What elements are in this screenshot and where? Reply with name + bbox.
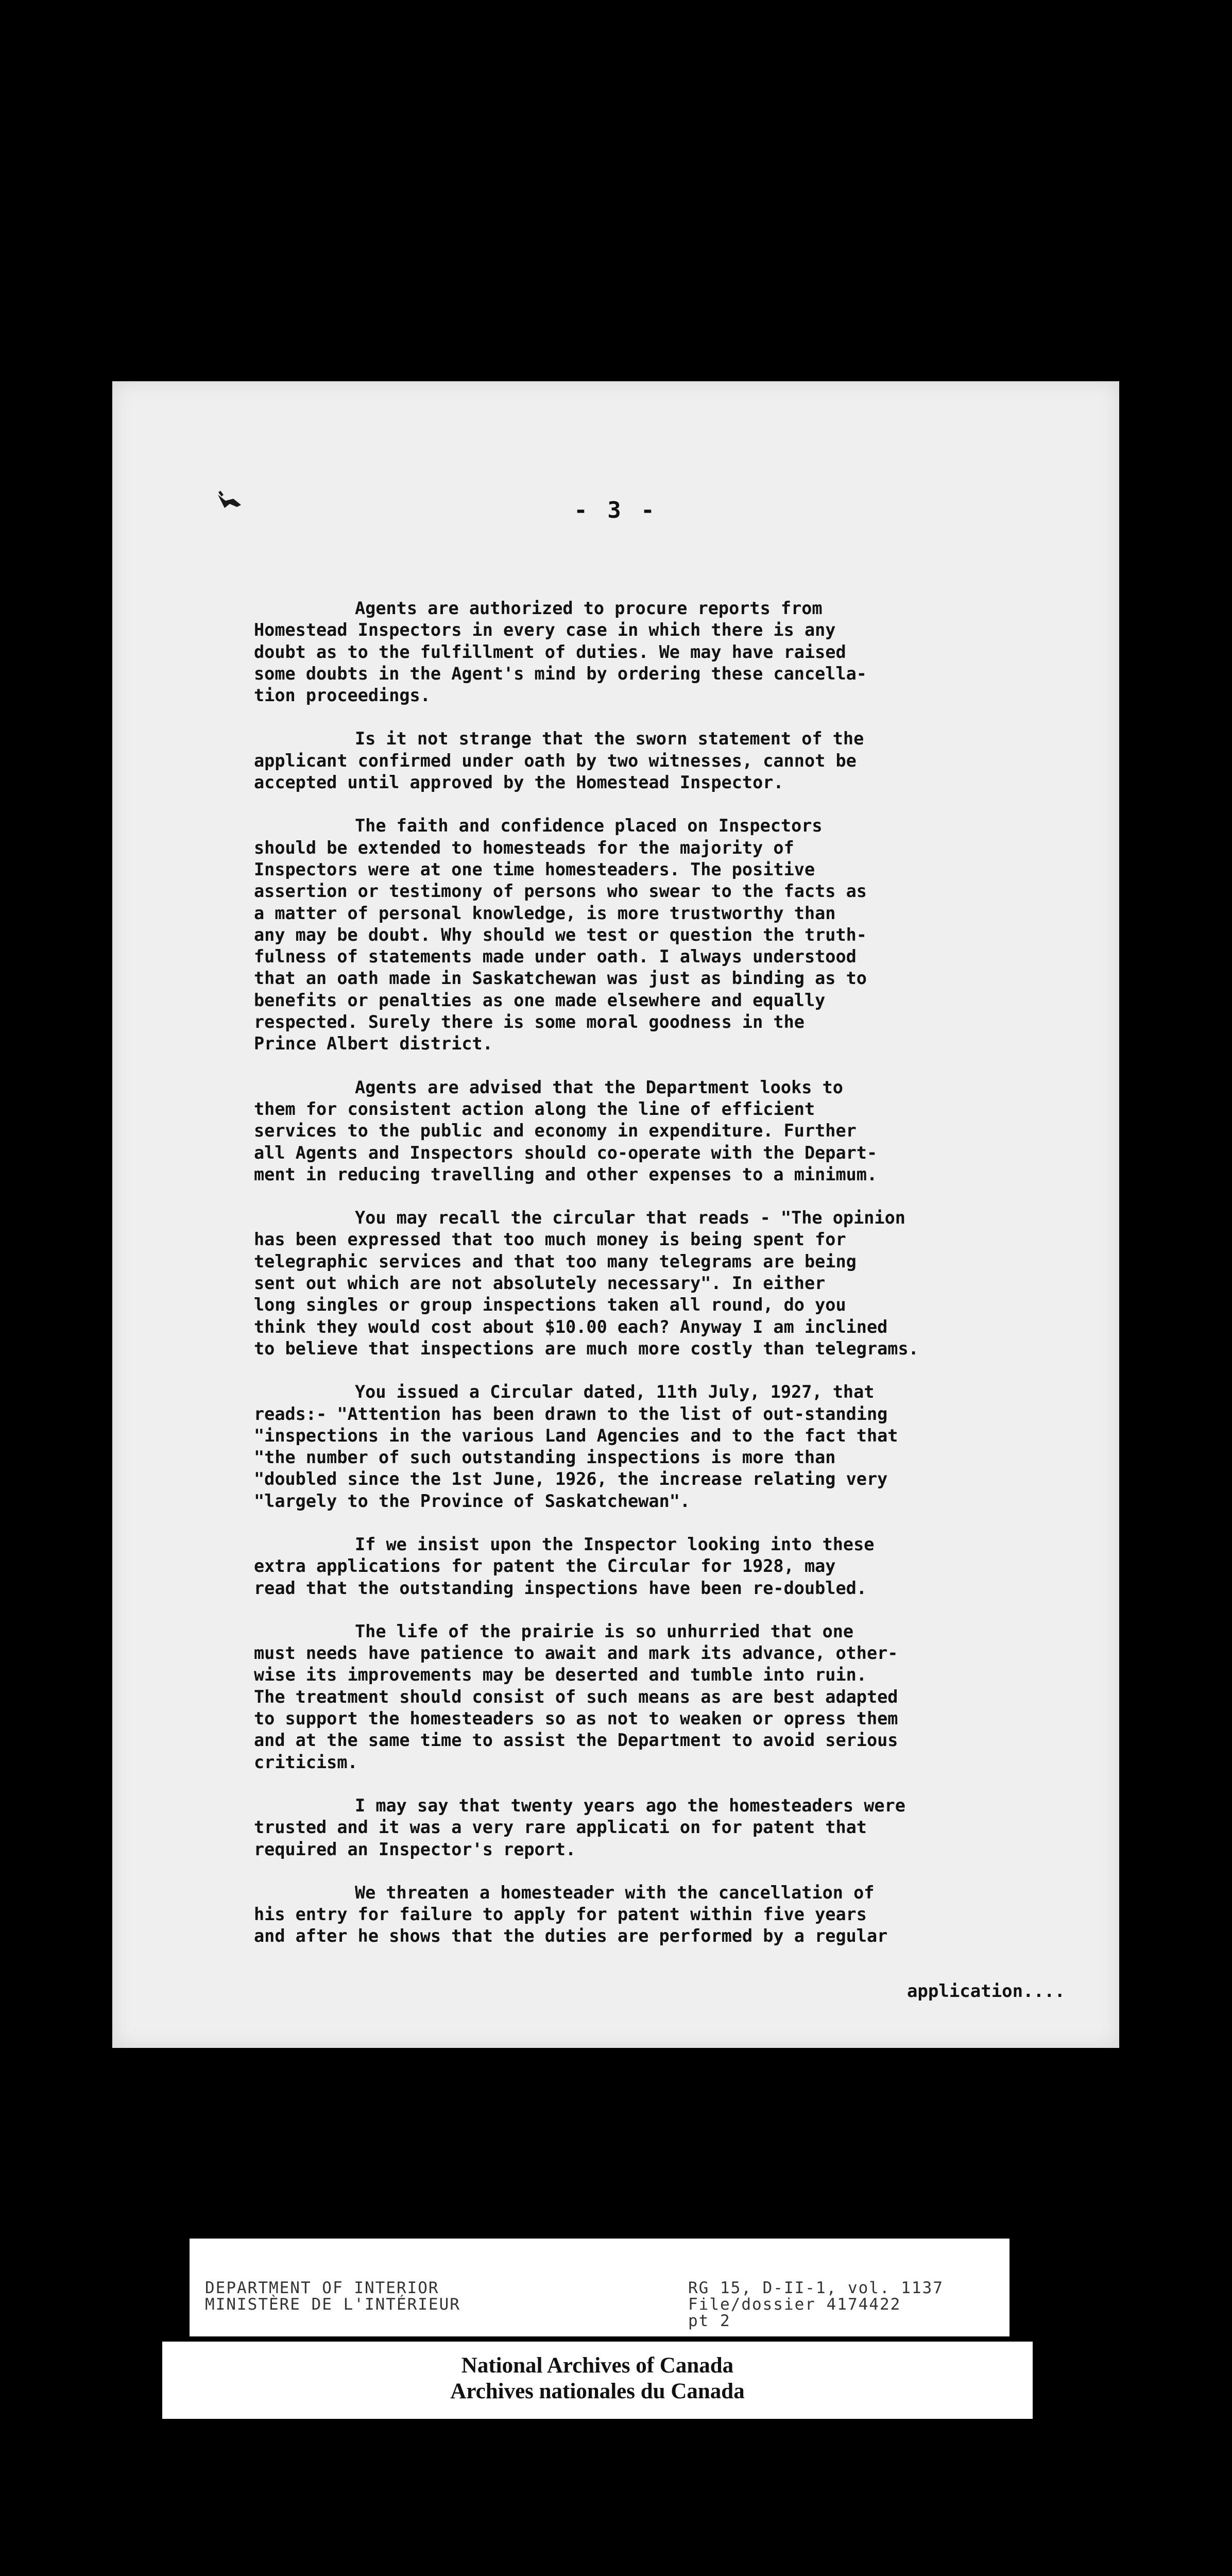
text-line: some doubts in the Agent's mind by ordering these cancella- xyxy=(254,663,867,684)
text-line: The life of the prairie is so unhurried that one xyxy=(355,1621,854,1641)
text-line: all Agents and Inspectors should co-operate with the Depart- xyxy=(254,1142,878,1163)
text-line: Prince Albert district. xyxy=(254,1033,493,1054)
text-line: any may be doubt. Why should we test or question the truth- xyxy=(254,924,867,945)
paragraph xyxy=(254,815,1093,1055)
text-line: benefits or penalties as one made elsewhere and equally xyxy=(254,990,826,1010)
text-line: think they would cost about $10.00 each? Anyway I am inclined xyxy=(254,1316,888,1337)
text-line: them for consistent action along the line of efficient xyxy=(254,1098,815,1119)
text-line: "the number of such outstanding inspections is more than xyxy=(254,1447,836,1468)
text-line: to support the homesteaders so as not to weaken or opress them xyxy=(254,1708,898,1729)
text-line: sent out which are not absolutely necessary". In either xyxy=(254,1273,826,1294)
paragraph xyxy=(254,1795,1093,1860)
text-line: We threaten a homesteader with the cancellation of xyxy=(355,1882,875,1903)
text-line: You issued a Circular dated, 11th July, 1927, that xyxy=(355,1382,875,1402)
text-line: telegraphic services and that too many telegrams are being xyxy=(254,1251,857,1272)
archive-name-english: National Archives of Canada xyxy=(461,2353,734,2378)
text-line: Inspectors were at one time homesteaders. The positive xyxy=(254,859,815,879)
archive-name-label xyxy=(162,2342,1033,2419)
paragraph xyxy=(254,728,1093,793)
text-line: applicant confirmed under oath by two witnesses, cannot be xyxy=(254,750,857,771)
text-line: "inspections in the various Land Agencies and to the fact that xyxy=(254,1425,898,1446)
text-line: Agents are advised that the Department looks to xyxy=(355,1077,843,1097)
paragraph xyxy=(254,1534,1093,1599)
text-line: assertion or testimony of persons who swear to the facts as xyxy=(254,881,867,902)
paragraph xyxy=(254,1381,1093,1512)
text-line: If we insist upon the Inspector looking into these xyxy=(355,1534,875,1554)
text-line: The faith and confidence placed on Inspectors xyxy=(355,816,823,836)
text-line: trusted and it was a very rare applicati on for patent that xyxy=(254,1817,867,1838)
text-line: that an oath made in Saskatchewan was just as binding as to xyxy=(254,968,867,989)
document-page xyxy=(112,381,1119,2048)
text-line: Agents are authorized to procure reports from xyxy=(355,598,823,618)
part-number: pt 2 xyxy=(688,2312,731,2330)
text-line: accepted until approved by the Homestead Inspector. xyxy=(254,772,784,793)
text-line: respected. Surely there is some moral goodness in the xyxy=(254,1012,805,1032)
archive-name-french: Archives nationales du Canada xyxy=(450,2379,745,2403)
text-line: wise its improvements may be deserted and tumble into ruin. xyxy=(254,1665,867,1685)
text-line: must needs have patience to await and mark its advance, other- xyxy=(254,1643,898,1664)
text-line: and at the same time to assist the Department to avoid serious xyxy=(254,1730,898,1751)
text-line: and after he shows that the duties are performed by a regular xyxy=(254,1926,888,1946)
text-line: to believe that inspections are much more costly than telegrams. xyxy=(254,1338,919,1359)
text-line: Is it not strange that the sworn statement of the xyxy=(355,728,864,749)
text-line: Homestead Inspectors in every case in which there is any xyxy=(254,620,836,640)
archive-reference-label xyxy=(190,2239,1009,2336)
text-line: services to the public and economy in expenditure. Further xyxy=(254,1121,857,1141)
text-line: I may say that twenty years ago the homesteaders were xyxy=(355,1795,905,1816)
text-line: read that the outstanding inspections have been re-doubled. xyxy=(254,1578,867,1598)
paragraph xyxy=(254,598,1093,706)
text-line: required an Inspector's report. xyxy=(254,1839,576,1859)
text-line: reads:- "Attention has been drawn to the list of out-standing xyxy=(254,1403,888,1424)
paragraph xyxy=(254,1077,1093,1185)
paragraph xyxy=(254,1621,1093,1773)
text-line: criticism. xyxy=(254,1752,358,1772)
text-line: "doubled since the 1st June, 1926, the increase relating very xyxy=(254,1469,888,1489)
text-line: doubt as to the fulfillment of duties. We may have raised xyxy=(254,641,846,662)
file-number: File/dossier 4174422 xyxy=(688,2295,901,2314)
text-line: a matter of personal knowledge, is more trustworthy than xyxy=(254,903,836,923)
continuation-word: application.... xyxy=(906,1981,1065,2002)
text-line: should be extended to homesteads for the majority of xyxy=(254,837,794,858)
text-line: tion proceedings. xyxy=(254,685,431,706)
text-line: his entry for failure to apply for patent within five years xyxy=(254,1904,867,1925)
text-line: has been expressed that too much money is being spent for xyxy=(254,1229,846,1250)
text-line: fulness of statements made under oath. I always understood xyxy=(254,946,857,967)
text-line: extra applications for patent the Circular for 1928, may xyxy=(254,1556,836,1577)
text-line: "largely to the Province of Saskatchewan". xyxy=(254,1490,691,1511)
department-french: MINISTÈRE DE L'INTÉRIEUR xyxy=(205,2295,460,2314)
text-line: You may recall the circular that reads - "The opinion xyxy=(355,1208,905,1228)
text-line: The treatment should consist of such means as are best adapted xyxy=(254,1686,898,1707)
page-number: - 3 - xyxy=(574,497,658,523)
record-group-reference: RG 15, D-II-1, vol. 1137 xyxy=(688,2279,944,2297)
paragraph xyxy=(254,1882,1093,1947)
letter-body xyxy=(254,598,1093,1969)
paragraph xyxy=(254,1207,1093,1360)
text-line: ment in reducing travelling and other expenses to a minimum. xyxy=(254,1164,878,1184)
text-line: long singles or group inspections taken all round, do you xyxy=(254,1295,846,1315)
department-english: DEPARTMENT OF INTERIOR xyxy=(205,2279,439,2297)
